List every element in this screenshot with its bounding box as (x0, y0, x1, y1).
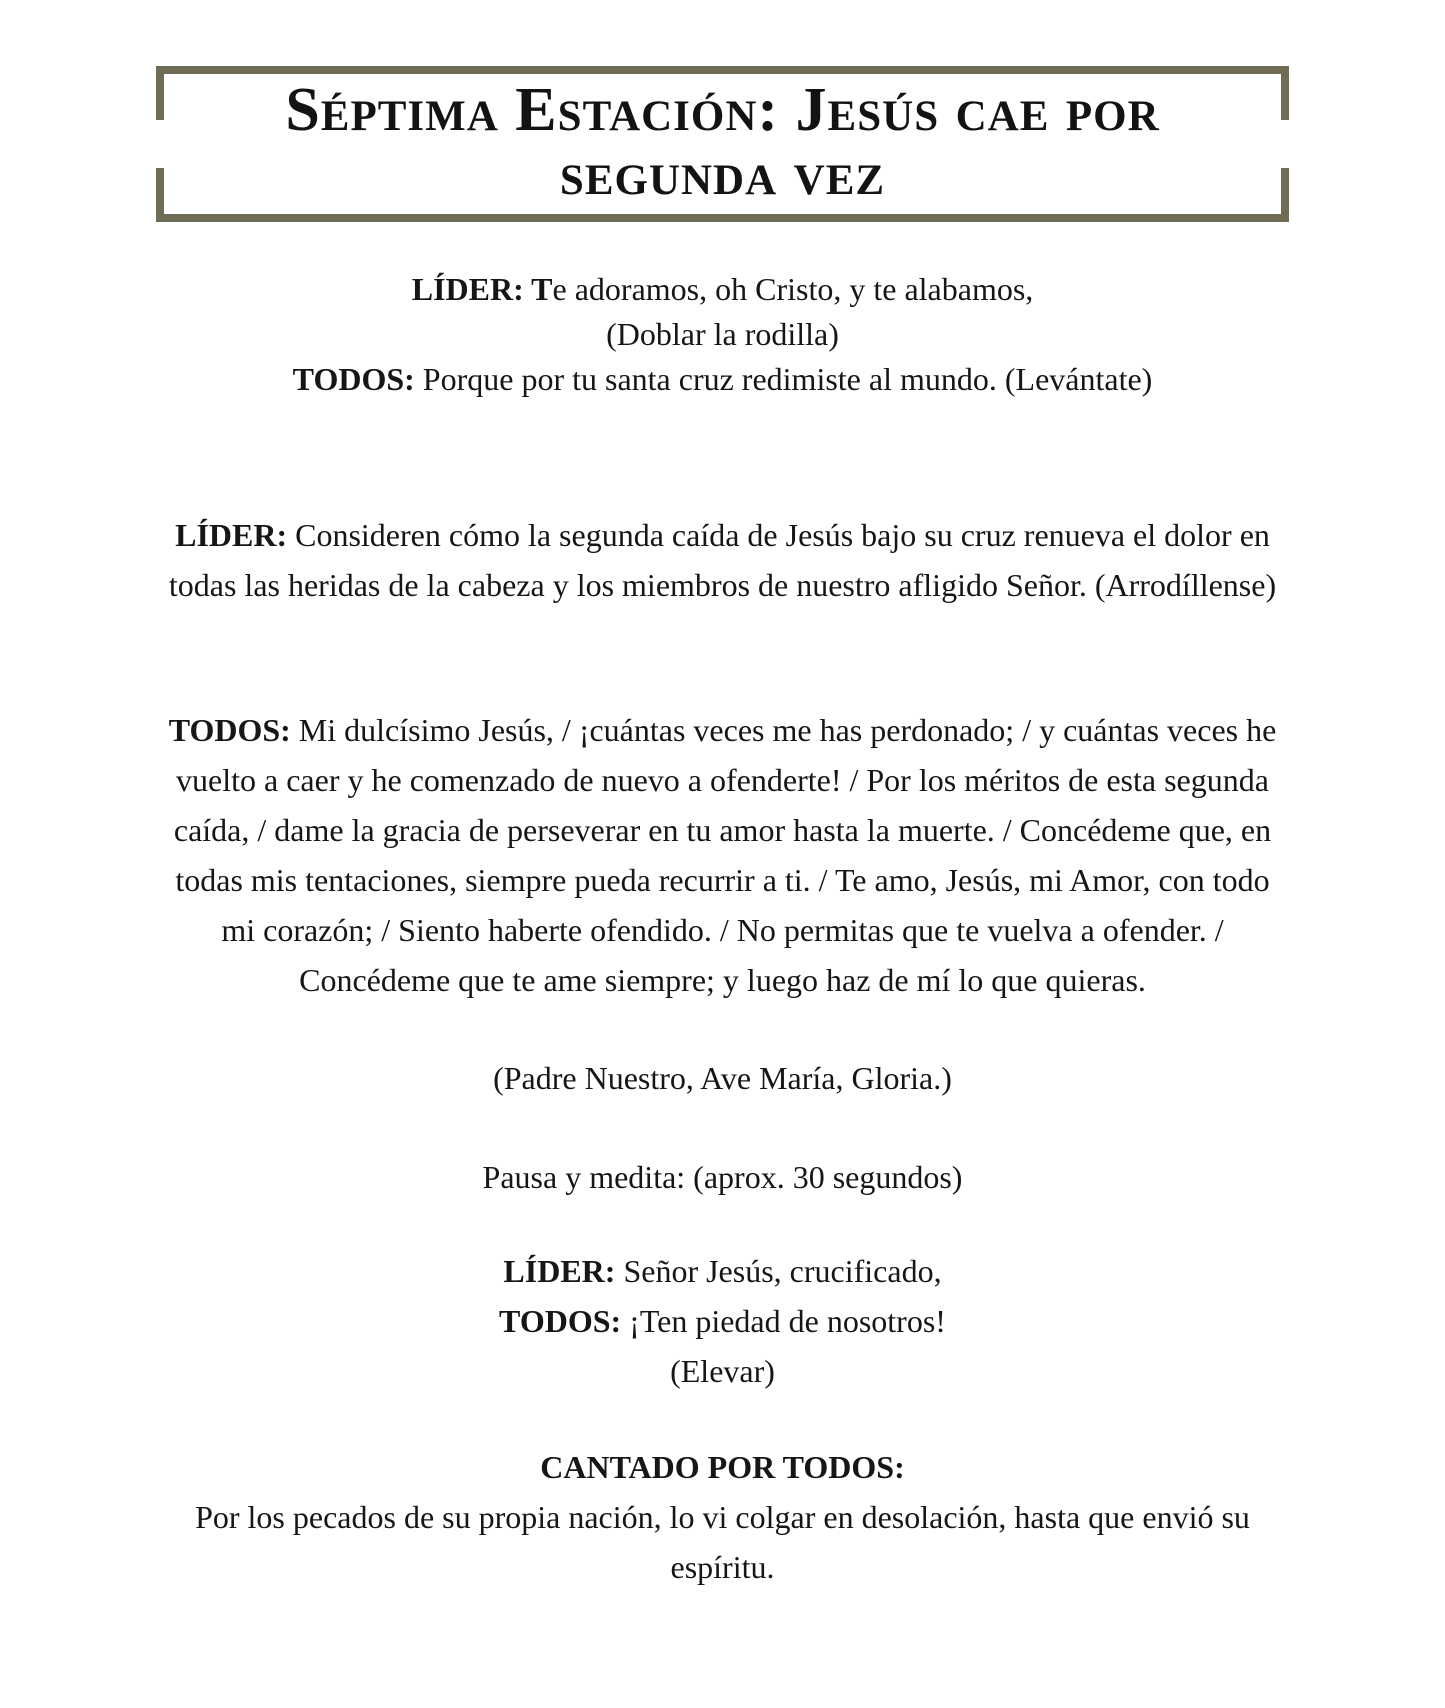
leader-adoration-text: e adoramos, oh Cristo, y te alabamos, (552, 271, 1034, 307)
station-title-line-2: segunda vez (559, 140, 886, 208)
meditation-text-1: Consideren cómo la segunda caída de Jesús bajo su cruz renueva el dolor en (287, 517, 1270, 553)
prayer-text-1: Mi dulcísimo Jesús, / ¡cuántas veces me has perdonado; / y cuántas veces he (290, 712, 1277, 748)
kneel-rubric: (Doblar la rodilla) (606, 316, 839, 352)
prayer-line-1 (53, 705, 1393, 755)
hymn-heading-label: CANTADO POR TODOS: (540, 1449, 905, 1485)
all-response-line (53, 357, 1393, 402)
prayer-content (53, 267, 1393, 1592)
prayer-line-3: caída, / dame la gracia de perseverar en tu amor hasta la muerte. / Concédeme que, en (173, 812, 1272, 848)
all-response-text: Porque por tu santa cruz redimiste al mundo. (Levántate) (414, 361, 1153, 397)
leader-meditation (53, 510, 1393, 610)
meditation-line-1 (53, 510, 1393, 560)
frame-left-top-segment (156, 74, 164, 120)
leader-label: LÍDER: (175, 517, 288, 553)
hymn-heading (53, 1442, 1393, 1492)
hymn-verse (53, 1442, 1393, 1592)
meditation-line-2: todas las heridas de la cabeza y los miembros de nuestro afligido Señor. (Arrodíllense) (168, 567, 1277, 603)
prayer-line-2: vuelto a caer y he comenzado de nuevo a ofenderte! / Por los méritos de esta segunda (176, 762, 1269, 798)
pause-rubric: Pausa y medita: (aprox. 30 segundos) (482, 1159, 963, 1195)
prayers-rubric: (Padre Nuestro, Ave María, Gloria.) (493, 1060, 952, 1096)
pause-rubric-section (53, 1152, 1393, 1202)
leader-adoration-line (53, 267, 1393, 312)
congregation-prayer (53, 705, 1393, 1005)
prayer-line-4: todas mis tentaciones, siempre pueda recurrir a ti. / Te amo, Jesús, mi Amor, con todo (175, 862, 1270, 898)
all-label: TODOS: (499, 1303, 622, 1339)
frame-left-bottom-segment (156, 168, 164, 214)
closing-versicle (53, 1246, 1393, 1396)
frame-right-top-segment (1281, 74, 1289, 120)
opening-responsory (53, 267, 1393, 402)
versicle-leader-text: Señor Jesús, crucificado, (615, 1253, 942, 1289)
versicle-all-line (53, 1296, 1393, 1346)
hymn-line-1: Por los pecados de su propia nación, lo vi colgar en desolación, hasta que envió su (195, 1499, 1250, 1535)
all-label: TODOS: (292, 361, 415, 397)
station-title-line-1: Séptima Estación: Jesús cae por (285, 76, 1160, 144)
leader-label: LÍDER: (503, 1253, 616, 1289)
versicle-all-text: ¡Ten piedad de nosotros! (621, 1303, 946, 1339)
prayer-line-6: Concédeme que te ame siempre; y luego haz de mí lo que quieras. (299, 962, 1146, 998)
elevate-rubric: (Elevar) (670, 1353, 775, 1389)
devotions-rubric (53, 1053, 1393, 1103)
all-label: TODOS: (168, 712, 291, 748)
prayer-line-5: mi corazón; / Siento haberte ofendido. / No permitas que te vuelva a ofender. / (221, 912, 1224, 948)
leader-label: LÍDER: T (411, 271, 553, 307)
station-title-frame (156, 66, 1289, 222)
hymn-line-2: espíritu. (670, 1549, 775, 1585)
versicle-leader-line (53, 1246, 1393, 1296)
frame-right-bottom-segment (1281, 168, 1289, 214)
